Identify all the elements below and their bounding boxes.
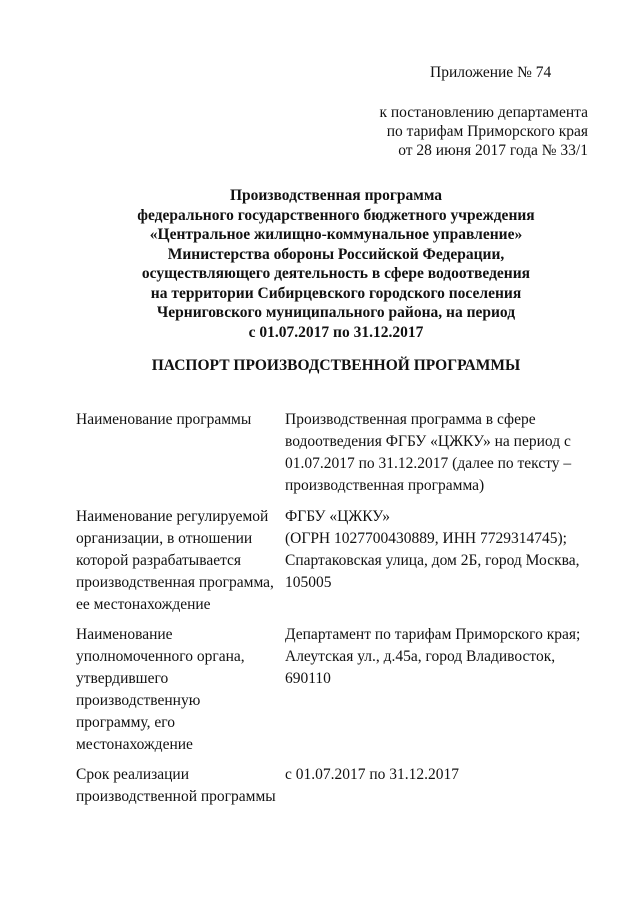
value-line: производственная программа) <box>285 477 485 494</box>
value-line: Департамент по тарифам Приморского края; <box>285 626 581 643</box>
row-value <box>285 506 595 594</box>
label-line: производственной программы <box>76 788 276 805</box>
label-line: Наименование программы <box>76 411 252 428</box>
label-line: Наименование регулируемой <box>76 508 269 525</box>
label-line: производственную <box>76 692 201 709</box>
value-line: Производственная программа в сфере <box>285 411 536 428</box>
label-line: ее местонахождение <box>76 596 211 613</box>
label-line: которой разрабатывается <box>76 552 242 569</box>
value-line: водоотведения ФГБУ «ЦЖКУ» на период с <box>285 433 571 450</box>
label-line: местонахождение <box>76 736 193 753</box>
value-line: 690110 <box>285 670 331 687</box>
row-label <box>76 624 276 756</box>
value-line: 01.07.2017 по 31.12.2017 (далее по тексту – <box>285 455 572 472</box>
row-label <box>76 506 276 616</box>
row-value <box>285 409 595 497</box>
decree-reference <box>379 103 588 160</box>
title-line: Черниговского муниципального района, на период <box>156 304 516 321</box>
decree-line: от 28 июня 2017 года № 33/1 <box>398 142 588 159</box>
row-value <box>285 624 595 690</box>
label-line: Наименование <box>76 626 173 643</box>
decree-line: по тарифам Приморского края <box>386 123 588 140</box>
decree-line: к постановлению департамента <box>379 104 588 121</box>
value-line: с 01.07.2017 по 31.12.2017 <box>285 766 460 783</box>
label-line: программу, его <box>76 714 175 731</box>
value-line: Алеутская ул., д.45а, город Владивосток, <box>285 648 556 665</box>
row-label <box>76 409 276 431</box>
value-line: ФГБУ «ЦЖКУ» <box>285 508 391 525</box>
label-line: утвердившего <box>76 670 169 687</box>
value-line: Спартаковская улица, дом 2Б, город Москва, <box>285 552 580 569</box>
passport-heading: ПАСПОРТ ПРОИЗВОДСТВЕННОЙ ПРОГРАММЫ <box>151 357 521 374</box>
title-line: Производственная программа <box>229 187 443 204</box>
title-line: Министерства обороны Российской Федерации, <box>167 245 505 263</box>
title-line: осуществляющего деятельность в сфере водоотведения <box>141 265 531 282</box>
row-label <box>76 764 276 808</box>
label-line: производственная программа, <box>76 574 274 591</box>
row-value <box>285 764 595 786</box>
value-line: (ОГРН 1027700430889, ИНН 7729314745); <box>285 530 567 547</box>
value-line: 105005 <box>285 574 332 591</box>
label-line: организации, в отношении <box>76 530 253 547</box>
title-line: на территории Сибирцевского городского поселения <box>150 284 522 302</box>
label-line: уполномоченного органа, <box>76 648 245 665</box>
appendix-number: Приложение № 74 <box>430 64 552 81</box>
program-title <box>0 186 640 342</box>
title-line: федерального государственного бюджетного учреждения <box>137 206 535 224</box>
label-line: Срок реализации <box>76 766 189 783</box>
title-line: с 01.07.2017 по 31.12.2017 <box>248 323 424 341</box>
title-line: «Центральное жилищно-коммунальное управление» <box>149 226 523 243</box>
